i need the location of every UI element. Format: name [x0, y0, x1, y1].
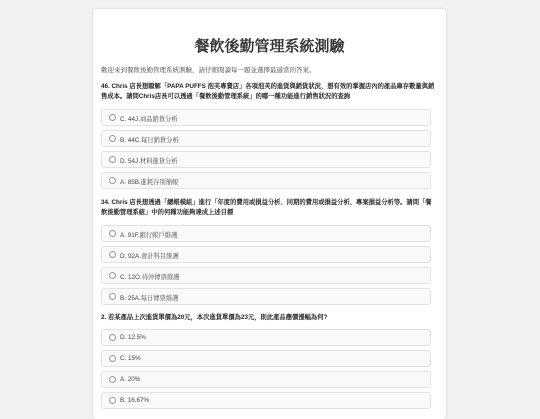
option-label: D. 92A.會計科目維護: [120, 253, 179, 260]
radio-button[interactable]: [109, 114, 116, 121]
radio-button[interactable]: [109, 230, 116, 237]
answer-option[interactable]: [101, 371, 431, 388]
answer-option[interactable]: [101, 109, 431, 126]
answer-option[interactable]: [101, 225, 431, 242]
question-text: 46. Chris 店長想瞭解「PAPA PUFFS 泡芙專賣店」各項泡芙的進貨與銷貨狀況，想有效的掌握店內的產品庫存數量與銷售成本。請問Chris店長可以透過「餐飲後勤管理系統」的哪一種功能進行銷售狀況的查詢: [101, 83, 435, 100]
radio-button[interactable]: [109, 272, 116, 279]
answer-option[interactable]: [101, 130, 431, 147]
intro-text: 歡迎來到餐飲後勤管理系統測驗，請仔細閱讀每一題並選擇最適當的答案。: [101, 67, 316, 74]
answer-option[interactable]: [101, 350, 431, 367]
option-label: A. 91F.銀行帳戶維護: [120, 232, 178, 239]
radio-button[interactable]: [109, 251, 116, 258]
radio-button[interactable]: [109, 355, 116, 362]
radio-button[interactable]: [109, 156, 116, 163]
option-label: C. 15%: [120, 355, 141, 362]
radio-button[interactable]: [109, 334, 116, 341]
radio-button[interactable]: [109, 135, 116, 142]
option-label: C. 12O.待沖傳票維護: [120, 274, 180, 281]
answer-option[interactable]: [101, 246, 431, 263]
quiz-card: [93, 9, 446, 419]
option-label: C. 44J.商品銷貨分析: [120, 116, 178, 123]
option-label: A. 20%: [120, 376, 141, 383]
answer-option[interactable]: [101, 329, 431, 346]
radio-button[interactable]: [109, 177, 116, 184]
option-label: B. 16.67%: [120, 397, 150, 404]
question-text: 34. Chris 店長想透過「總帳模組」進行「年度的費用或損益分析、同期的費用或損益分析、專案損益分析等。請問「餐飲後勤管理系統」中的何種功能夠達成上述目標: [101, 199, 432, 216]
answer-option[interactable]: [101, 288, 431, 305]
option-label: B. 25A.每日傳票維護: [120, 295, 179, 302]
option-label: B. 44C.每日銷貨分析: [120, 137, 179, 144]
answer-option[interactable]: [101, 267, 431, 284]
question-text: 2. 若某產品上次進貨單價為20元，本次進貨單價為23元，則此產品應價漲幅為何?: [101, 314, 328, 321]
option-label: A. 85B.進耗存別簡帳: [120, 179, 179, 186]
radio-button[interactable]: [109, 293, 116, 300]
answer-option[interactable]: [101, 151, 431, 168]
option-label: D. 54J.材料進貨分析: [120, 158, 178, 165]
answer-option[interactable]: [101, 392, 431, 409]
radio-button[interactable]: [109, 397, 116, 404]
page-title: 餐飲後勤管理系統測驗: [194, 38, 345, 55]
answer-option[interactable]: [101, 172, 431, 189]
radio-button[interactable]: [109, 376, 116, 383]
option-label: D. 12.5%: [120, 334, 146, 341]
